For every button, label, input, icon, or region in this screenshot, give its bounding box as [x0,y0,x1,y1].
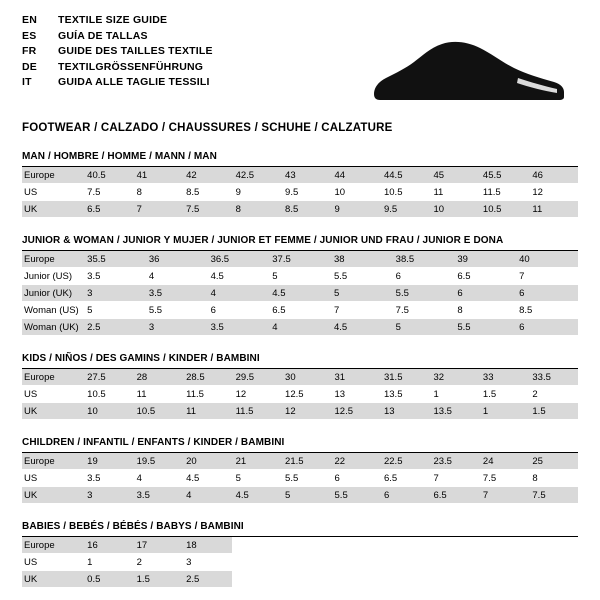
row-label: UK [22,571,83,588]
language-code: FR [22,45,37,57]
cell: 9.5 [380,201,429,218]
table-row [22,487,578,504]
table-row [22,453,578,470]
cell: 9 [331,201,380,218]
cell: 7.5 [392,302,454,319]
footwear-heading: FOOTWEAR / CALZADO / CHAUSSURES / SCHUHE / CALZATURE [22,122,393,134]
cell [479,554,528,571]
cell: 3 [182,554,231,571]
cell: 4 [207,285,269,302]
cell: 10.5 [133,403,182,420]
cell: 3.5 [83,470,132,487]
cell: 28 [133,369,182,386]
cell: 12 [528,184,578,201]
cell: 1 [429,386,478,403]
cell: 4.5 [207,268,269,285]
section-children [22,437,578,504]
cell: 7.5 [182,201,231,218]
row-label: US [22,386,83,403]
language-text: GUÍA DE TALLAS [58,29,148,42]
cell: 32 [429,369,478,386]
cell: 4 [268,319,330,336]
table-row [22,167,578,184]
section-man [22,151,578,218]
cell: 4 [182,487,231,504]
cell: 8 [528,470,578,487]
section-title: JUNIOR & WOMAN / JUNIOR Y MUJER / JUNIOR ET FEMME / JUNIOR UND FRAU / JUNIOR E DONA [22,235,578,251]
cell: 7 [330,302,392,319]
size-table-man [22,167,578,218]
cell: 5.5 [281,470,330,487]
table-row [22,268,578,285]
cell: 10.5 [380,184,429,201]
cell: 2 [133,554,182,571]
language-list [22,14,213,92]
cell: 36 [145,251,207,268]
cell: 21 [232,453,281,470]
cell: 3.5 [133,487,182,504]
cell: 3.5 [207,319,269,336]
cell: 13 [331,386,380,403]
cell [380,537,429,554]
cell: 1.5 [528,403,578,420]
table-row [22,319,578,336]
cell: 28.5 [182,369,231,386]
section-babies [22,521,578,588]
cell [281,554,330,571]
cell [232,571,281,588]
cell: 6 [331,470,380,487]
cell: 40.5 [83,167,132,184]
cell: 37.5 [268,251,330,268]
language-text: GUIDA ALLE TAGLIE TESSILI [58,76,210,88]
language-list-body [22,14,213,92]
cell: 13 [380,403,429,420]
cell: 2 [528,386,578,403]
cell: 45 [429,167,478,184]
cell [479,571,528,588]
cell: 12.5 [331,403,380,420]
table-row [22,470,578,487]
cell: 6.5 [380,470,429,487]
cell: 7.5 [83,184,132,201]
language-row [22,14,213,30]
language-code: ES [22,29,37,42]
cell: 6 [207,302,269,319]
cell: 46 [528,167,578,184]
row-label: UK [22,487,83,504]
cell: 38.5 [392,251,454,268]
cell: 6.5 [268,302,330,319]
cell [232,554,281,571]
cell: 36.5 [207,251,269,268]
row-label: UK [22,201,83,218]
cell: 12 [232,386,281,403]
size-table-babies [22,537,578,588]
cell: 5.5 [145,302,207,319]
cell: 4.5 [232,487,281,504]
cell: 41 [133,167,182,184]
cell: 42 [182,167,231,184]
cell: 5 [232,470,281,487]
cell: 44.5 [380,167,429,184]
size-table-junior-woman [22,251,578,336]
cell: 17 [133,537,182,554]
cell: 38 [330,251,392,268]
cell: 10 [331,184,380,201]
cell: 3 [83,487,132,504]
cell: 11 [133,386,182,403]
cell: 7 [133,201,182,218]
cell [281,571,330,588]
row-label: Europe [22,167,83,184]
document-header [22,14,578,110]
cell: 22 [331,453,380,470]
dress-shoe-icon [368,34,568,106]
table-row [22,571,578,588]
table-row [22,285,578,302]
cell: 18 [182,537,231,554]
section-title: CHILDREN / INFANTIL / ENFANTS / KINDER / BAMBINI [22,437,578,453]
cell [429,537,478,554]
cell: 19 [83,453,132,470]
row-label: Europe [22,453,83,470]
cell: 21.5 [281,453,330,470]
cell [331,571,380,588]
cell: 29.5 [232,369,281,386]
cell: 30 [281,369,330,386]
cell: 42.5 [232,167,281,184]
cell [331,554,380,571]
cell: 2.5 [182,571,231,588]
cell: 6 [392,268,454,285]
cell: 7 [479,487,528,504]
cell: 5.5 [392,285,454,302]
cell: 35.5 [83,251,145,268]
cell: 4.5 [268,285,330,302]
cell: 6.5 [429,487,478,504]
row-label: US [22,470,83,487]
cell: 33.5 [528,369,578,386]
cell: 3.5 [145,285,207,302]
cell: 1.5 [133,571,182,588]
cell: 23.5 [429,453,478,470]
cell [479,537,528,554]
cell: 13.5 [380,386,429,403]
cell: 10 [83,403,132,420]
cell [380,554,429,571]
section-title: BABIES / BEBÉS / BÉBÉS / BABYS / BAMBINI [22,521,578,537]
cell: 3 [83,285,145,302]
cell: 11.5 [232,403,281,420]
cell: 5 [330,285,392,302]
cell: 5.5 [330,268,392,285]
cell: 7.5 [528,487,578,504]
cell: 8 [133,184,182,201]
cell: 9 [232,184,281,201]
cell: 33 [479,369,528,386]
cell [429,571,478,588]
cell: 5 [281,487,330,504]
row-label: Junior (UK) [22,285,83,302]
table-row [22,386,578,403]
row-label: Europe [22,537,83,554]
cell: 43 [281,167,330,184]
language-row [22,61,213,77]
cell: 16 [83,537,132,554]
section-title: KIDS / NIÑOS / DES GAMINS / KINDER / BAMBINI [22,353,578,369]
cell: 7 [429,470,478,487]
cell: 6.5 [453,268,515,285]
cell: 6 [380,487,429,504]
cell: 11 [182,403,231,420]
table-row [22,537,578,554]
cell: 31.5 [380,369,429,386]
row-label: Europe [22,369,83,386]
table-row [22,251,578,268]
row-label: US [22,554,83,571]
row-label: UK [22,403,83,420]
cell: 11 [528,201,578,218]
cell: 10 [429,201,478,218]
language-text: TEXTILE SIZE GUIDE [58,14,168,26]
cell: 6 [453,285,515,302]
language-row [22,45,213,61]
row-label: Woman (UK) [22,319,83,336]
cell: 3 [145,319,207,336]
row-label: Europe [22,251,83,268]
language-text: GUIDE DES TAILLES TEXTILE [58,45,213,57]
language-code: IT [22,76,32,88]
cell: 8.5 [182,184,231,201]
cell: 19.5 [133,453,182,470]
cell [281,537,330,554]
cell: 4.5 [182,470,231,487]
cell: 44 [331,167,380,184]
cell: 8.5 [515,302,578,319]
cell [232,537,281,554]
cell: 2.5 [83,319,145,336]
cell: 11.5 [182,386,231,403]
cell: 7.5 [479,470,528,487]
language-code: EN [22,14,37,26]
table-row [22,403,578,420]
cell: 12 [281,403,330,420]
cell: 22.5 [380,453,429,470]
row-label: Woman (US) [22,302,83,319]
language-code: DE [22,60,37,73]
table-row [22,201,578,218]
row-label: US [22,184,83,201]
cell [528,571,578,588]
cell: 8 [232,201,281,218]
cell: 39 [453,251,515,268]
language-row [22,30,213,46]
cell: 24 [479,453,528,470]
cell: 12.5 [281,386,330,403]
cell: 13.5 [429,403,478,420]
cell [528,554,578,571]
cell: 1.5 [479,386,528,403]
cell: 4.5 [330,319,392,336]
size-table-children [22,453,578,504]
cell: 45.5 [479,167,528,184]
cell: 11 [429,184,478,201]
cell: 5.5 [453,319,515,336]
row-label: Junior (US) [22,268,83,285]
cell: 31 [331,369,380,386]
cell: 7 [515,268,578,285]
cell: 6 [515,319,578,336]
cell: 5 [83,302,145,319]
cell: 4 [133,470,182,487]
cell: 11.5 [479,184,528,201]
cell: 27.5 [83,369,132,386]
cell: 25 [528,453,578,470]
cell: 0.5 [83,571,132,588]
table-row [22,184,578,201]
cell [331,537,380,554]
cell: 20 [182,453,231,470]
cell: 10.5 [479,201,528,218]
cell: 4 [145,268,207,285]
cell: 5 [392,319,454,336]
cell: 5 [268,268,330,285]
cell: 8 [453,302,515,319]
cell [429,554,478,571]
cell: 3.5 [83,268,145,285]
cell: 5.5 [331,487,380,504]
table-row [22,554,578,571]
cell: 6.5 [83,201,132,218]
table-row [22,302,578,319]
table-row [22,369,578,386]
cell: 1 [83,554,132,571]
cell: 10.5 [83,386,132,403]
cell: 8.5 [281,201,330,218]
cell: 1 [479,403,528,420]
cell [528,537,578,554]
language-row [22,76,213,92]
cell: 9.5 [281,184,330,201]
cell [380,571,429,588]
cell: 6 [515,285,578,302]
size-table-kids [22,369,578,420]
section-kids [22,353,578,420]
language-text: TEXTILGRÖSSENFÜHRUNG [58,60,204,73]
section-title: MAN / HOMBRE / HOMME / MANN / MAN [22,151,578,167]
cell: 40 [515,251,578,268]
section-junior-woman [22,235,578,336]
